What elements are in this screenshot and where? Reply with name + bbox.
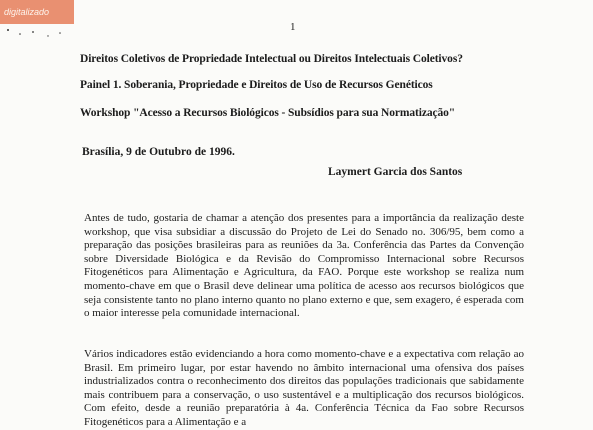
body-paragraph: Vários indicadores estão evidenciando a hora como momento-chave e a expectativa com relação ao Brasil. Em primeiro lugar, por estar havendo no âmbito internacional uma ofensiva dos países industrializados contra o reconhecimento dos direitos das populações tradicionais que sabidamente mais contribuem para a conservação, o uso sustentável e a multiplicação dos recursos biológicos. Com efeito, desde a reunião preparatória à 4a. Conferência Técnica da Fao sobre Recursos Fitogenéticos para a Alimentação e a [84, 348, 524, 428]
date-line: Brasília, 9 de Outubro de 1996. [82, 146, 235, 158]
panel-heading: Painel 1. Soberania, Propriedade e Direitos de Uso de Recursos Genéticos [80, 79, 433, 91]
scan-noise-marks [0, 24, 80, 48]
page-number: 1 [290, 21, 296, 33]
author-name: Laymert Garcia dos Santos [328, 166, 463, 178]
scan-stamp-label: digitalizado [4, 7, 50, 17]
body-paragraph: Antes de tudo, gostaria de chamar a atenção dos presentes para a importância da realização deste workshop, que visa subsidiar a discussão do Projeto de Lei do Senado no. 306/95, bem como a preparação das posições brasileiras para as reuniões da 3a. Conferência das Partes da Convenção sobre Diversidade Biológica e da Revisão do Compromisso Internacional sobre Recursos Fitogenéticos para Alimentação e Agricultura, da FAO. Porque este workshop se realiza num momento-chave em que o Brasil deve delinear uma política de acesso aos recursos biológicos que seja consistente tanto no plano interno quanto no plano externo e que, sem exagero, é esperada com o maior interesse pela comunidade internacional. [84, 212, 524, 320]
workshop-heading: Workshop "Acesso a Recursos Biológicos - Subsídios para sua Normatização" [80, 107, 456, 119]
scan-stamp [0, 0, 74, 24]
document-title: Direitos Coletivos de Propriedade Intelectual ou Direitos Intelectuais Coletivos? [80, 53, 463, 65]
